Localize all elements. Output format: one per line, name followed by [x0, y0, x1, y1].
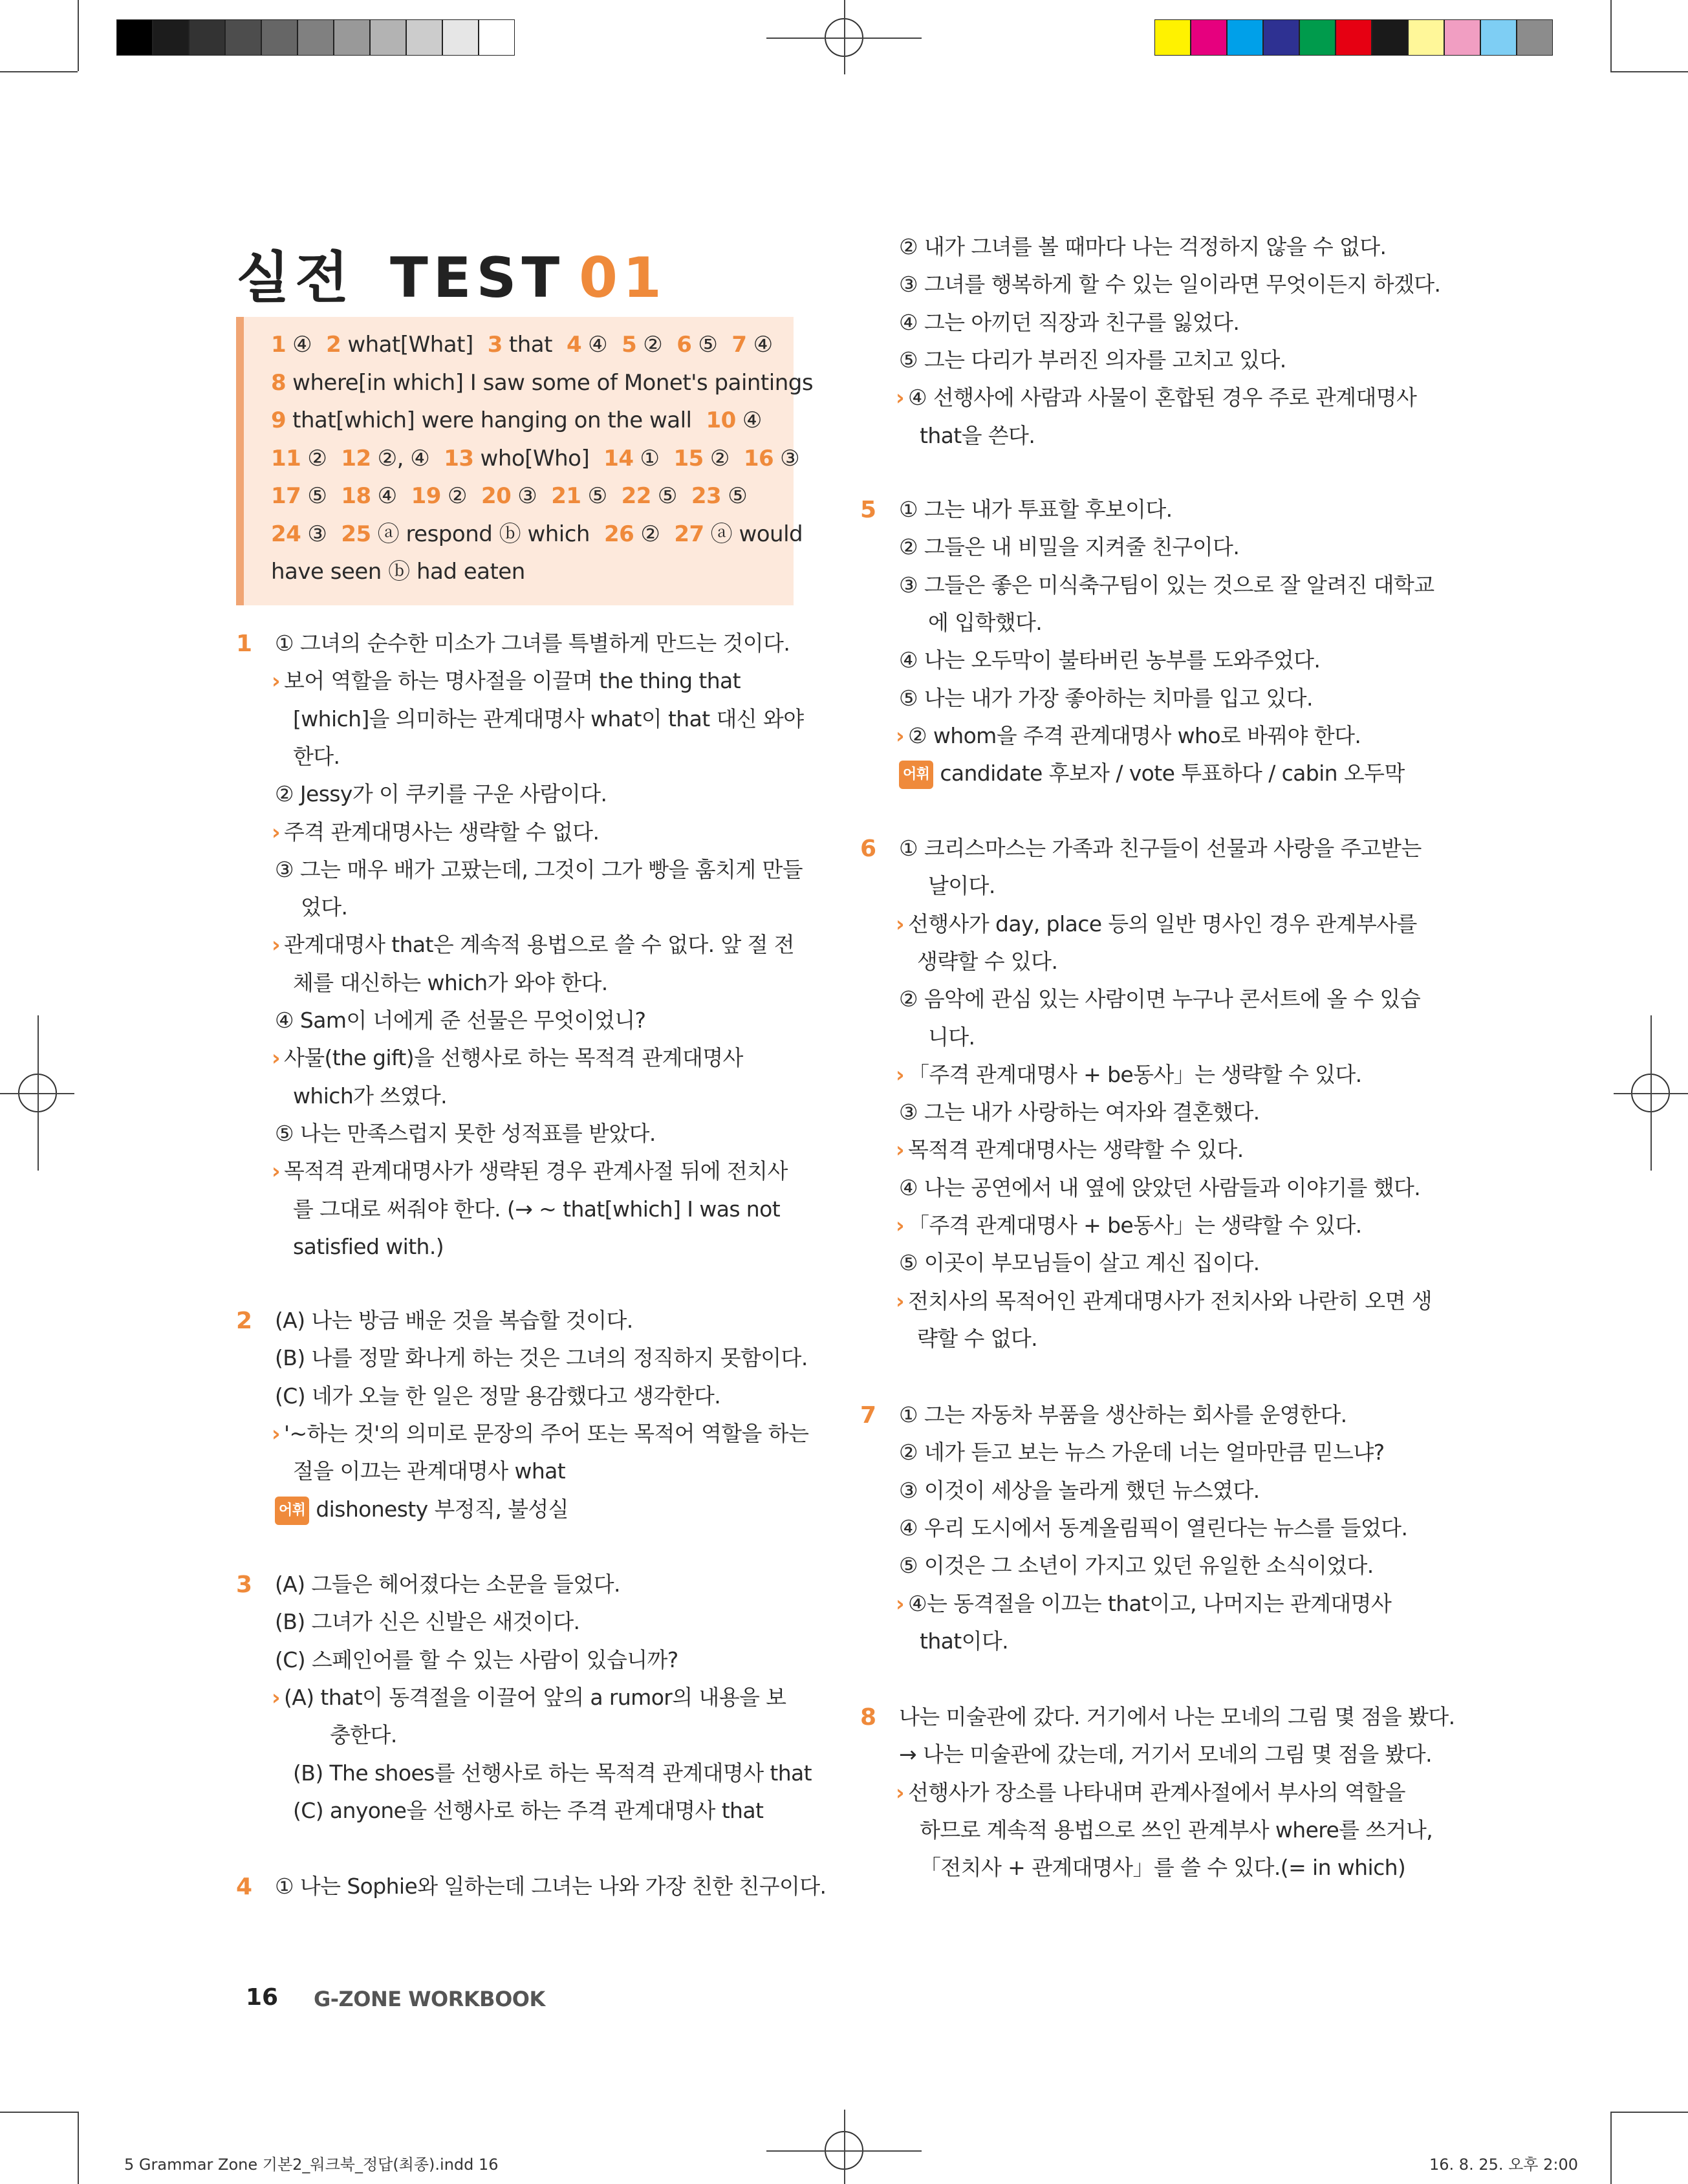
answer-number: 4 [566, 332, 582, 358]
question-number: 7 [860, 1402, 876, 1429]
title-main: TEST [390, 246, 565, 310]
answer-value: ② [307, 445, 327, 471]
explanation-line [272, 1045, 743, 1071]
question-number: 4 [236, 1874, 252, 1900]
answer-number: 22 [621, 483, 651, 509]
answer-number: 3 [487, 332, 503, 358]
line-text: 체를 대신하는 which가 와야 한다. [293, 969, 608, 995]
text-line [899, 1402, 1347, 1428]
answer-number: 20 [481, 483, 512, 509]
text-line [928, 1024, 975, 1050]
line-text: ② 그들은 내 비밀을 지켜줄 친구이다. [899, 534, 1240, 560]
text-line [275, 631, 790, 656]
text-line [928, 873, 995, 899]
text-line [293, 1196, 780, 1222]
answer-value: ④ [742, 407, 762, 433]
line-text: ② Jessy가 이 쿠키를 구운 사람이다. [275, 781, 607, 807]
slug-date: 16. 8. 25. 오후 2:00 [1429, 2156, 1579, 2174]
line-text: that이다. [920, 1628, 1009, 1654]
question-number: 1 [236, 631, 252, 657]
line-text: 관계대명사 that은 계속적 용법으로 쓸 수 없다. 앞 절 전 [284, 932, 795, 958]
line-text: ① 그는 내가 투표할 후보이다. [899, 497, 1173, 522]
text-line [293, 1234, 444, 1260]
line-text: 절을 이끄는 관계대명사 what [293, 1458, 566, 1484]
text-line [330, 1722, 397, 1748]
line-text: 충한다. [330, 1722, 397, 1748]
text-line [899, 347, 1286, 373]
explanation-line [896, 1288, 1432, 1314]
line-text: ① 그녀의 순수한 미소가 그녀를 특별하게 만드는 것이다. [275, 631, 790, 656]
line-text: 략할 수 없다. [917, 1325, 1038, 1351]
line-text: ③ 그는 매우 배가 고팠는데, 그것이 그가 빵을 훔치게 만들 [275, 856, 803, 882]
answer-value: that [508, 332, 552, 358]
chevron-right-icon: › [272, 1420, 280, 1446]
answer-value: ⑤ [698, 332, 718, 358]
text-line [301, 894, 347, 920]
vocab-line [899, 761, 1405, 789]
text-line [275, 781, 607, 807]
answer-number: 14 [603, 445, 634, 471]
line-text: → 나는 미술관에 갔는데, 거기서 모네의 그림 몇 점을 봤다. [899, 1742, 1432, 1768]
text-line [899, 647, 1320, 673]
chevron-right-icon: › [272, 932, 280, 958]
chevron-right-icon: › [896, 1288, 904, 1314]
line-text: 하므로 계속적 용법으로 쓰인 관계부사 where를 쓰거나, [920, 1817, 1433, 1843]
answer-number: 7 [731, 332, 747, 358]
answer-value: ④ [377, 483, 397, 509]
text-line [899, 1440, 1385, 1465]
text-line [275, 1008, 645, 1033]
text-line [928, 610, 1042, 636]
answer-value: have seen ⓑ had eaten [271, 559, 525, 585]
text-line [275, 1647, 678, 1673]
left-column [236, 0, 827, 1940]
chevron-right-icon: › [272, 819, 280, 845]
text-line [920, 1628, 1008, 1654]
color-swatch [116, 19, 153, 56]
answer-number: 24 [271, 521, 301, 547]
chevron-right-icon: › [896, 1590, 904, 1616]
color-swatch [1444, 19, 1480, 56]
line-text: (A) 나는 방금 배운 것을 복습할 것이다. [275, 1308, 633, 1333]
line-text: 사물(the gift)을 선행사로 하는 목적격 관계대명사 [284, 1045, 743, 1071]
line-text: ④ 나는 오두막이 불타버린 농부를 도와주었다. [899, 647, 1321, 673]
chevron-right-icon: › [896, 911, 904, 936]
explanation-line [272, 1421, 808, 1447]
question-number: 2 [236, 1308, 252, 1334]
text-line [899, 1478, 1260, 1504]
line-text: 선행사가 day, place 등의 일반 명사인 경우 관계부사를 [908, 911, 1417, 936]
slug-file-info: 5 Grammar Zone 기본2_워크북_정답(최종).indd 16 [124, 2156, 499, 2174]
chevron-right-icon: › [896, 722, 904, 748]
line-text: ④ Sam이 너에게 준 선물은 무엇이었니? [275, 1008, 646, 1033]
explanation-line [896, 1213, 1362, 1238]
title-prefix: 실전 [236, 246, 354, 310]
answer-number: 25 [341, 521, 371, 547]
line-text: 한다. [293, 743, 340, 769]
text-line [899, 1515, 1407, 1541]
line-text: 날이다. [928, 873, 995, 899]
line-text: ② whom을 주격 관계대명사 who로 바꿔야 한다. [908, 722, 1361, 748]
line-text: (A) 그들은 헤어졌다는 소문을 들었다. [275, 1572, 620, 1597]
line-text: which가 쓰였다. [293, 1083, 448, 1108]
answer-value: ⑤ [657, 483, 677, 509]
line-text: satisfied with.) [293, 1233, 444, 1259]
line-text: 에 입학했다. [928, 609, 1043, 635]
answer-number: 2 [326, 332, 341, 358]
line-text: (A) that이 동격절을 이끌어 앞의 a rumor의 내용을 보 [284, 1684, 786, 1710]
answer-number: 11 [271, 445, 301, 471]
text-line [275, 1874, 826, 1899]
answer-value: who[Who] [480, 445, 590, 471]
line-text: (B) 그녀가 신은 신발은 새것이다. [275, 1609, 580, 1635]
answer-number: 8 [271, 369, 287, 396]
text-line [899, 234, 1386, 260]
line-text: ② 네가 듣고 보는 뉴스 가운데 너는 얼마만큼 믿느냐? [899, 1440, 1385, 1465]
explanation-line [896, 1137, 1244, 1163]
line-text: ④ 나는 공연에서 내 옆에 앉았던 사람들과 이야기를 했다. [899, 1174, 1421, 1200]
text-line [920, 1855, 1405, 1881]
explanation-line [896, 911, 1417, 937]
text-line [293, 1458, 565, 1484]
answer-value: ② [640, 521, 660, 547]
vocab-tag: 어휘 [899, 761, 933, 789]
line-text: 니다. [928, 1024, 975, 1050]
text-line [899, 1742, 1432, 1768]
text-line [293, 744, 340, 770]
answer-number: 26 [604, 521, 634, 547]
text-line [293, 1083, 447, 1109]
line-text: (C) 스페인어를 할 수 있는 사람이 있습니까? [275, 1647, 678, 1672]
answer-number: 21 [551, 483, 581, 509]
line-text: (C) 네가 오늘 한 일은 정말 용감했다고 생각한다. [275, 1383, 721, 1409]
answer-value: ② [447, 483, 467, 509]
explanation-line [272, 819, 599, 845]
explanation-line [272, 1685, 786, 1711]
answer-number: 12 [341, 445, 371, 471]
answer-number: 19 [411, 483, 441, 509]
answer-value: ② [709, 445, 730, 471]
question-number: 3 [236, 1572, 252, 1598]
answer-value: ③ [517, 483, 537, 509]
text-line [920, 423, 1035, 449]
text-line [275, 1345, 808, 1371]
text-line [899, 1175, 1420, 1201]
answer-value: ②, ④ [377, 445, 430, 471]
answer-value: ⓐ would [710, 521, 803, 547]
answer-number: 13 [444, 445, 474, 471]
text-line [899, 272, 1440, 297]
line-text: ⑤ 그는 다리가 부러진 의자를 고치고 있다. [899, 347, 1286, 373]
line-text: 나는 미술관에 갔다. 거기에서 나는 모네의 그림 몇 점을 봤다. [899, 1704, 1455, 1729]
line-text: ① 크리스마스는 가족과 친구들이 선물과 사랑을 주고받는 [899, 836, 1422, 861]
text-line [899, 1704, 1455, 1730]
chevron-right-icon: › [896, 1061, 904, 1087]
line-text: ⑤ 이곳이 부모님들이 살고 계신 집이다. [899, 1250, 1260, 1276]
answer-value: ⑤ [587, 483, 607, 509]
answer-number: 27 [674, 521, 704, 547]
question-number: 5 [860, 497, 876, 523]
line-text: 전치사의 목적어인 관계대명사가 전치사와 나란히 오면 생 [908, 1288, 1433, 1314]
title-number: 01 [579, 246, 667, 310]
answer-number: 9 [271, 407, 287, 433]
answer-value: ⑤ [307, 483, 327, 509]
line-text: 목적격 관계대명사가 생략된 경우 관계사절 뒤에 전치사 [284, 1158, 788, 1184]
text-line [920, 1817, 1433, 1843]
text-line [899, 534, 1239, 560]
line-text: 「주격 관계대명사 + be동사」는 생략할 수 있다. [908, 1061, 1362, 1087]
color-swatch [153, 19, 189, 56]
line-text: (B) 나를 정말 화나게 하는 것은 그녀의 정직하지 못함이다. [275, 1345, 808, 1371]
vocab-tag: 어휘 [275, 1497, 309, 1525]
answer-number: 6 [676, 332, 692, 358]
explanation-line [272, 932, 794, 958]
text-line [899, 1099, 1260, 1125]
text-line [917, 1326, 1037, 1352]
line-text: '~하는 것'의 의미로 문장의 주어 또는 목적어 역할을 하는 [284, 1420, 809, 1446]
line-text: candidate 후보자 / vote 투표하다 / cabin 오두막 [940, 761, 1405, 786]
chevron-right-icon: › [272, 668, 280, 694]
line-text: ⑤ 나는 내가 가장 좋아하는 치마를 입고 있다. [899, 685, 1313, 711]
text-line [899, 572, 1434, 598]
answer-value: where[in which] I saw some of Monet's paintings [292, 369, 814, 396]
text-line [275, 1121, 656, 1147]
chevron-right-icon: › [896, 385, 904, 411]
answer-value: ② [643, 332, 663, 358]
line-text: ① 나는 Sophie와 일하는데 그녀는 나와 가장 친한 친구이다. [275, 1874, 827, 1899]
answer-number: 17 [271, 483, 301, 509]
text-line [899, 986, 1420, 1012]
line-text: that을 쓴다. [920, 422, 1035, 448]
line-text: (B) The shoes를 선행사로 하는 목적격 관계대명사 that [293, 1760, 812, 1786]
text-line [917, 949, 1057, 975]
question-number: 8 [860, 1704, 876, 1731]
line-text: 선행사가 장소를 나타내며 관계사절에서 부사의 역할을 [908, 1779, 1405, 1805]
answer-value: ④ [292, 332, 312, 358]
answer-value: that[which] were hanging on the wall [292, 407, 692, 433]
explanation-line [896, 385, 1416, 411]
answer-number: 23 [691, 483, 722, 509]
line-text: ④는 동격절을 이끄는 that이고, 나머지는 관계대명사 [908, 1590, 1392, 1616]
line-text: 보어 역할을 하는 명사절을 이끌며 the thing that [284, 668, 741, 694]
answer-value: ① [640, 445, 660, 471]
answer-value: ④ [753, 332, 773, 358]
answer-number: 18 [341, 483, 371, 509]
line-text: [which]을 의미하는 관계대명사 what이 that 대신 와야 [293, 706, 804, 731]
line-text: ③ 그는 내가 사랑하는 여자와 결혼했다. [899, 1099, 1260, 1125]
page-number: 16 [246, 1984, 279, 2011]
explanation-line [272, 668, 741, 694]
color-swatch [1517, 19, 1553, 56]
line-text: ③ 이것이 세상을 놀라게 했던 뉴스였다. [899, 1477, 1260, 1503]
text-line [275, 857, 803, 883]
line-text: dishonesty 부정직, 불성실 [316, 1496, 568, 1522]
explanation-line [896, 723, 1361, 749]
chevron-right-icon: › [896, 1137, 904, 1163]
answer-number: 5 [622, 332, 637, 358]
chevron-right-icon: › [272, 1158, 280, 1184]
answer-value: ⑤ [728, 483, 748, 509]
line-text: ④ 그는 아끼던 직장과 친구를 잃었다. [899, 309, 1240, 335]
text-line [899, 497, 1173, 523]
chevron-right-icon: › [272, 1045, 280, 1071]
line-text: ③ 그녀를 행복하게 할 수 있는 일이라면 무엇이든지 하겠다. [899, 272, 1441, 297]
line-text: ⑤ 나는 만족스럽지 못한 성적표를 받았다. [275, 1120, 656, 1146]
text-line [899, 310, 1239, 336]
chevron-right-icon: › [896, 1779, 904, 1805]
line-text: ④ 우리 도시에서 동계올림픽이 열린다는 뉴스를 들었다. [899, 1515, 1408, 1541]
explanation-line [896, 1062, 1362, 1088]
vocab-line [275, 1497, 568, 1525]
text-line [275, 1383, 720, 1409]
text-line [899, 1250, 1260, 1276]
text-line [293, 706, 803, 732]
line-text: ④ 선행사에 사람과 사물이 혼합된 경우 주로 관계대명사 [908, 385, 1417, 411]
answer-value: what[What] [347, 332, 473, 358]
line-text: 를 그대로 써줘야 한다. (→ ~ that[which] I was not [293, 1196, 781, 1222]
answer-value: ③ [307, 521, 327, 547]
explanation-line [896, 1780, 1405, 1806]
text-line [275, 1609, 579, 1635]
line-text: (C) anyone을 선행사로 하는 주격 관계대명사 that [293, 1797, 764, 1823]
chevron-right-icon: › [896, 1213, 904, 1238]
chevron-right-icon: › [272, 1684, 280, 1710]
text-line [275, 1572, 620, 1597]
answer-number: 10 [706, 407, 736, 433]
line-text: 목적격 관계대명사는 생략할 수 있다. [908, 1137, 1244, 1163]
answer-number: 16 [743, 445, 774, 471]
answer-value: ③ [780, 445, 800, 471]
text-line [293, 1760, 812, 1786]
text-line [275, 1308, 633, 1334]
line-text: 「전치사 + 관계대명사」를 쓸 수 있다.(= in which) [920, 1855, 1406, 1881]
text-line [899, 836, 1422, 861]
color-swatch [1480, 19, 1517, 56]
text-line [899, 1553, 1374, 1579]
answer-number: 15 [673, 445, 704, 471]
line-text: ⑤ 이것은 그 소년이 가지고 있던 유일한 소식이었다. [899, 1553, 1374, 1579]
explanation-line [896, 1591, 1391, 1617]
answer-value: ④ [588, 332, 608, 358]
right-column [860, 0, 1455, 1940]
line-text: ③ 그들은 좋은 미식축구팀이 있는 것으로 잘 알려진 대학교 [899, 572, 1434, 598]
line-text: 생략할 수 있다. [917, 948, 1058, 974]
line-text: 었다. [301, 894, 348, 920]
line-text: ① 그는 자동차 부품을 생산하는 회사를 운영한다. [899, 1402, 1347, 1427]
answer-number: 1 [271, 332, 287, 358]
question-number: 6 [860, 836, 876, 862]
line-text: ② 내가 그녀를 볼 때마다 나는 걱정하지 않을 수 없다. [899, 234, 1387, 259]
answer-value: ⓐ respond ⓑ which [377, 521, 590, 547]
line-text: ② 음악에 관심 있는 사람이면 누구나 콘서트에 올 수 있습 [899, 986, 1421, 1012]
line-text: 주격 관계대명사는 생략할 수 없다. [284, 819, 600, 845]
color-swatch [189, 19, 225, 56]
explanation-line [272, 1158, 788, 1184]
text-line [293, 1798, 763, 1824]
book-name: G-ZONE WORKBOOK [314, 1987, 545, 2011]
text-line [293, 970, 608, 996]
line-text: 「주격 관계대명사 + be동사」는 생략할 수 있다. [908, 1213, 1362, 1238]
text-line [899, 686, 1313, 711]
